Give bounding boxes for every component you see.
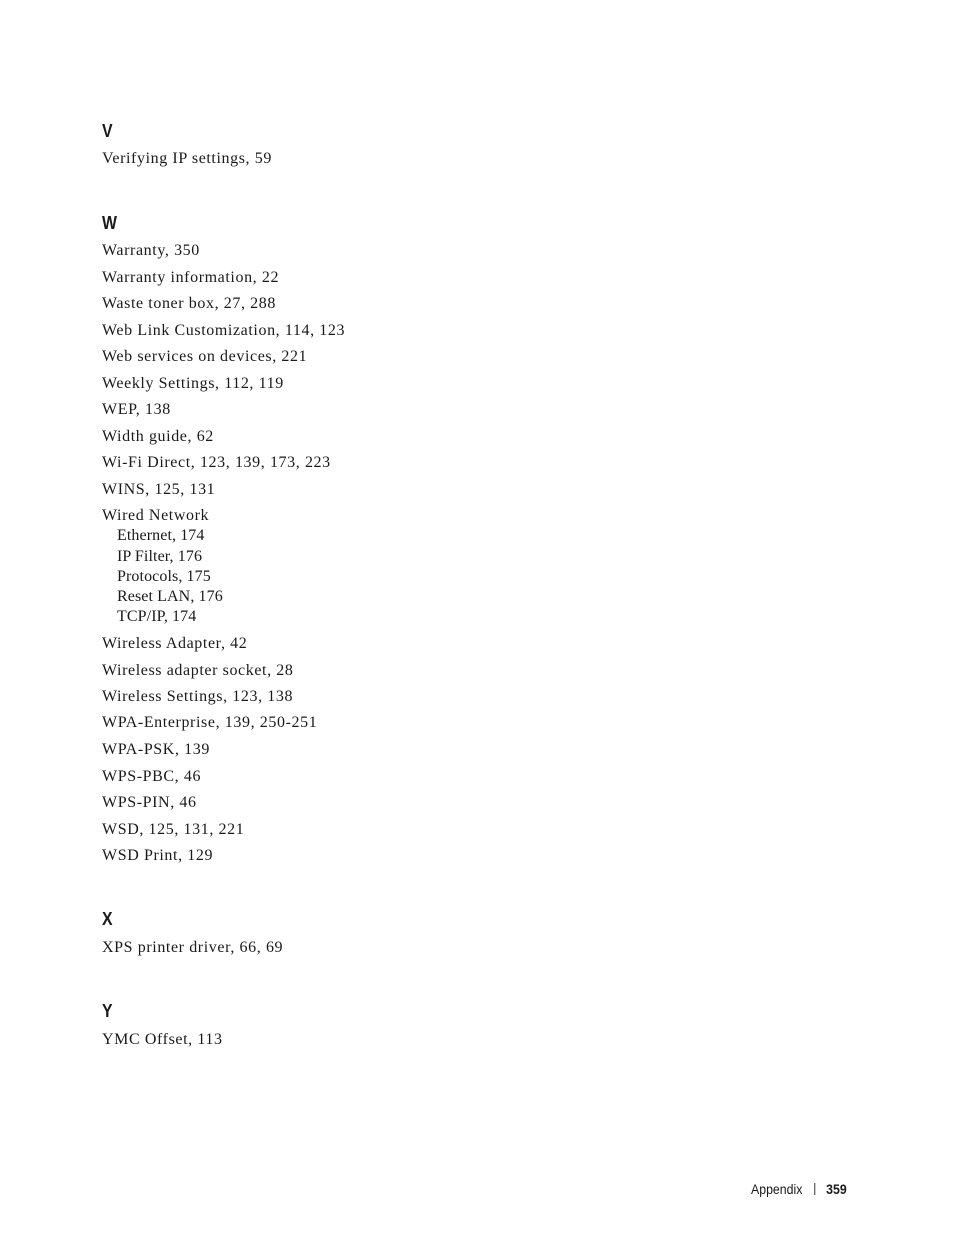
footer-section-label: Appendix [751,1181,803,1197]
page-number: 359 [826,1181,847,1197]
index-entry: Wireless Settings, 123, 138 [102,688,294,705]
index-entry: Weekly Settings, 112, 119 [102,375,284,392]
section-letter: W [102,213,117,233]
index-entry: WPA-Enterprise, 139, 250-251 [102,714,318,731]
index-entry: WPA-PSK, 139 [102,741,210,758]
index-subentry: Ethernet, 174 [117,527,205,544]
index-entry: XPS printer driver, 66, 69 [102,939,284,956]
index-entry: WINS, 125, 131 [102,481,216,498]
index-entry: Web Link Customization, 114, 123 [102,322,346,339]
section-letter: Y [102,1001,113,1021]
page-footer [751,1180,847,1198]
footer-divider [815,1183,816,1195]
index-subentry: Reset LAN, 176 [117,588,223,605]
index-entry: Wireless adapter socket, 28 [102,662,294,679]
section-letter: V [102,121,113,141]
index-entry: Wi-Fi Direct, 123, 139, 173, 223 [102,454,331,471]
index-subentry: Protocols, 175 [117,568,211,585]
index-entry: Warranty information, 22 [102,269,280,286]
index-subentry: TCP/IP, 174 [117,608,197,625]
index-entry: YMC Offset, 113 [102,1031,223,1048]
index-entry: WEP, 138 [102,401,171,418]
index-entry: WSD Print, 129 [102,847,214,864]
section-letter: X [102,909,113,929]
index-entry: Wireless Adapter, 42 [102,635,248,652]
index-entry: Width guide, 62 [102,428,214,445]
index-entry: WPS-PBC, 46 [102,768,202,785]
index-entry: Verifying IP settings, 59 [102,150,272,167]
index-entry: WSD, 125, 131, 221 [102,821,245,838]
index-subentry: IP Filter, 176 [117,548,203,565]
index-entry: WPS-PIN, 46 [102,794,197,811]
index-entry: Waste toner box, 27, 288 [102,295,276,312]
index-entry: Warranty, 350 [102,242,200,259]
index-entry: Web services on devices, 221 [102,348,308,365]
index-entry: Wired Network [102,507,210,524]
